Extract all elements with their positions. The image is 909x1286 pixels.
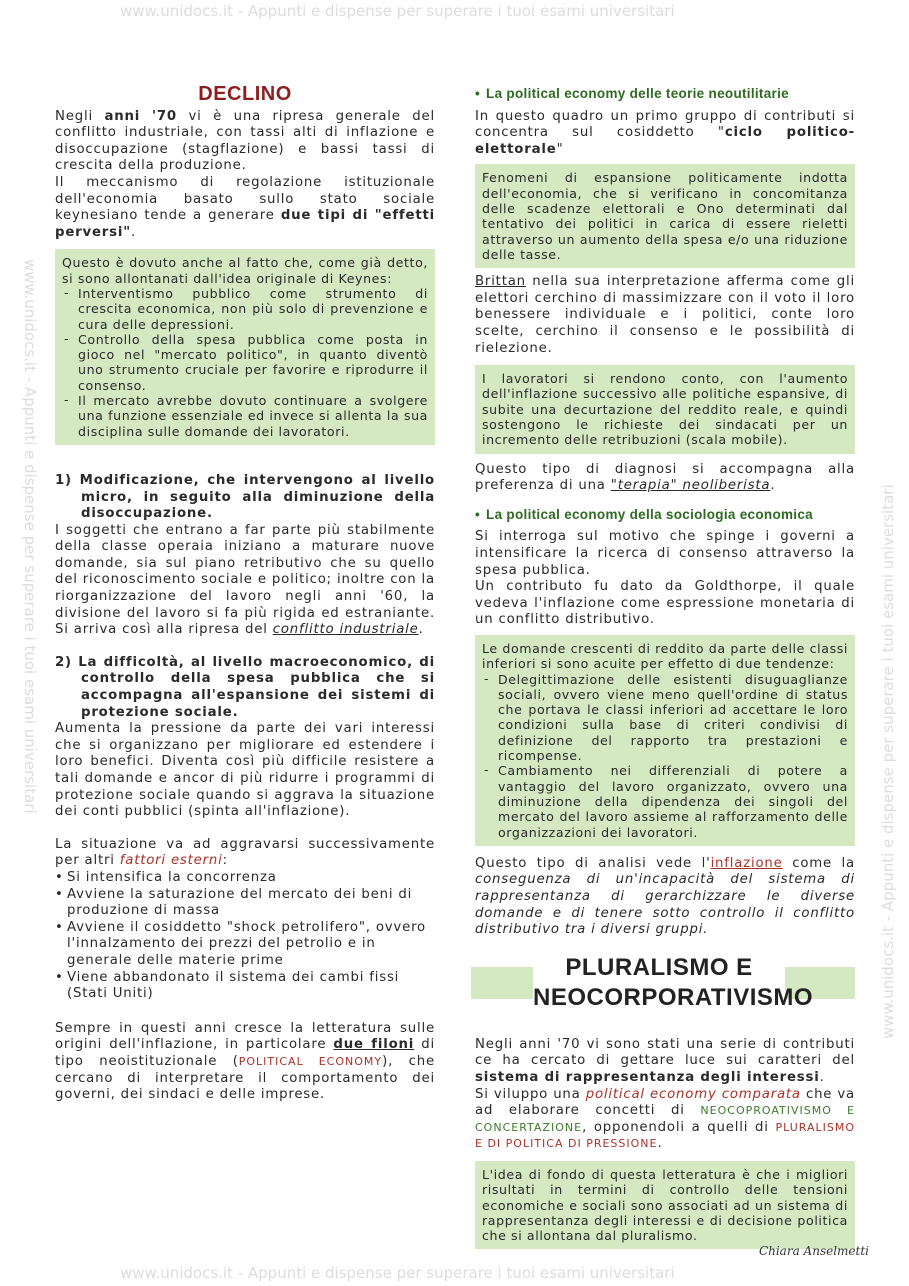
- keynes-note-intro: Questo è dovuto anche al fatto che, come già detto, si sono allontanati dall'idea originale di Keynes:: [62, 255, 428, 286]
- list-item: • Si intensifica la concorrenza: [67, 870, 435, 887]
- tendenze-box: Le domande crescenti di reddito da parte delle classi inferiori si sono acuite per effetto di due tendenze: - Delegittimazione delle esistenti disuguaglianze sociali, ovvero viene meno quell'ordine di status che portava le classi inferiori ad accettare le loro condizioni sulla base di criteri condivisi di definizione del rapporto tra prestazioni e ricompense. - Cambiamento nei differenziali di potere a vantaggio del lavoro organizzato, ovvero una diminuzione della dipendenza dei singoli del mercato del lavoro assieme al rafforzamento delle organizzazioni dei lavoratori.: [475, 635, 855, 846]
- section-title-declino: DECLINO: [198, 83, 292, 105]
- list-item: - Interventismo pubblico come strumento di crescita economica, non più solo di prevenzione e cura delle depressioni.: [78, 286, 428, 332]
- ciclo-definition-box: Fenomeni di espansione politicamente indotta dell'economia, che si verificano in concomitanza delle scadenze elettorali e Ono determinati dal tentativo dei politici in carica di essere rieletti attraverso un aumento della spesa e/o una riduzione delle tasse.: [475, 164, 855, 268]
- author-signature: Chiara Anselmetti: [758, 1244, 869, 1258]
- list-item: • Avviene il cosiddetto "shock petrolifero", ovvero l'innalzamento dei prezzi del petrolio e in generale delle materie prime: [67, 920, 435, 970]
- list-item: - Controllo della spesa pubblica come posta in gioco nel "mercato politico", in quanto diventò uno strumento cruciale per favorire e riprodurre il consenso.: [78, 332, 428, 393]
- closing-paragraph: Sempre in questi anni cresce la letteratura sulle origini dell'inflazione, in particolare due filoni di tipo neoistituzionale (POLITICAL ECONOMY), che cercano di interpretare il comportamento dei governi, dei sindaci e delle imprese.: [55, 1020, 436, 1103]
- list-item: - Delegittimazione delle esistenti disuguaglianze sociali, ovvero viene meno quell'ordine di status che portava le classi inferiori ad accettare le loro condizioni sulla base di criteri condivisi di definizione del rapporto tra prestazioni e ricompense.: [498, 672, 848, 764]
- idea-di-fondo-box: L'idea di fondo di questa letteratura è che i migliori risultati in termini di controllo delle tensioni economiche e sociali sono associati ad un sistema di rappresentanza degli interessi e di decisione politica che si allontana dal pluralismo.: [475, 1161, 855, 1249]
- left-column: [55, 83, 436, 1104]
- keynes-note-list: [62, 286, 428, 439]
- list-item: • Viene abbandonato il sistema dei cambi fissi (Stati Uniti): [67, 970, 435, 1003]
- pluralismo-p2: Si viluppo una political economy comparata che va ad elaborare concetti di NEOCOPROATIVISMO E CONCERTAZIONE, opponendoli a quelli di PLURALISMO E DI POLITICA DI PRESSIONE.: [475, 1086, 856, 1152]
- point-2-text: Aumenta la pressione da parte dei vari interessi che si organizzano per migliorare ed estendere i loro benefici. Diventa così più difficile resistere a tali domande e ancor di più ridurre i programmi di protezione sociale quando si aggrava la situazione dei conti pubblici (spinta all'inflazione).: [55, 721, 435, 820]
- pluralismo-p1: Negli anni '70 vi sono stati una serie di contributi ce ha cercato di gettare luce sui caratteri del sistema di rappresentanza degli interessi.: [475, 1036, 855, 1085]
- right-column: [475, 86, 855, 1249]
- external-factors-intro: La situazione va ad aggravarsi successivamente per altri fattori esterni:: [55, 836, 435, 869]
- intro-paragraph: Negli anni '70 vi è una ripresa generale del conflitto industriale, con tassi alti di inflazione e disoccupazione (stagflazione) e bassi tassi di crescita della produzione. Il meccanismo di regolazione istituzionale dell'economia basato sullo stato sociale keynesiano tende a generare due tipi di "effetti perversi".: [55, 108, 435, 240]
- analisi-paragraph: Questo tipo di analisi vede l'inflazione come la conseguenza di un'incapacità del sistema di rappresentanza di gerarchizzare le diverse domande e di tenere sotto controllo il conflitto distributivo tra i diversi gruppi.: [475, 855, 855, 938]
- list-item: - Il mercato avrebbe dovuto continuare a svolgere una funzione essenziale ed invece si allenta la sua disciplina sulle domande dei lavoratori.: [78, 393, 428, 439]
- diagnosi-paragraph: Questo tipo di diagnosi si accompagna alla preferenza di una "terapia" neoliberista.: [475, 461, 855, 494]
- lavoratori-box: I lavoratori si rendono conto, con l'aumento dell'inflazione successivo alle politiche espansive, di subite una decurtazione del reddito reale, e quindi sostengono le richieste dei sindacati per un incremento delle retribuzioni (scala mobile).: [475, 365, 855, 453]
- point-2-heading: 2) La difficoltà, al livello macroeconomico, di controllo della spesa pubblica che si accompagna all'espansione dei sistemi di protezione sociale.: [55, 654, 435, 720]
- watermark-top: www.unidocs.it - Appunti e dispense per superare i tuoi esami universitari: [120, 2, 675, 20]
- heading-sociologia-economica: • La political economy della sociologia economica: [475, 506, 813, 522]
- tendenze-list: [482, 672, 848, 840]
- heading-neoutilitarie: • La political economy delle teorie neoutilitarie: [475, 86, 789, 101]
- brittan-paragraph: Brittan nella sua interpretazione afferma come gli elettori cerchino di massimizzare con il voto il loro benessere individuale e i politici, conte loro scelte, cerchino il consenso e le possibilità di rielezione.: [475, 274, 855, 356]
- point-1-text: I soggetti che entrano a far parte più stabilmente della classe operaia iniziano a maturare nuove domande, sia sul piano retributivo che su quello del riconoscimento sociale e politico; inoltre con la riorganizzazione del lavoro negli anni '60, la divisione del lavoro si fa più rigida ed estraniante. Si arriva così alla ripresa del conflitto industriale.: [55, 522, 435, 638]
- watermark-right: www.unidocs.it - Appunti e dispense per superare i tuoi esami universitari: [879, 484, 897, 1039]
- point-1-heading: 1) Modificazione, che intervengono al livello micro, in seguito alla diminuzione della disoccupazione.: [55, 472, 435, 522]
- ciclo-paragraph: In questo quadro un primo gruppo di contributi si concentra sul cosiddetto "ciclo politico-elettorale": [475, 108, 855, 157]
- external-factors-list: [55, 870, 435, 1003]
- list-item: • Avviene la saturazione del mercato dei beni di produzione di massa: [67, 887, 435, 920]
- watermark-bottom: www.unidocs.it - Appunti e dispense per superare i tuoi esami universitari: [120, 1264, 675, 1282]
- section-title-pluralismo: PLURALISMO E NEOCORPORATIVISMO: [533, 953, 814, 1011]
- watermark-left: www.unidocs.it - Appunti e dispense per superare i tuoi esami universitari: [21, 259, 39, 814]
- sociologia-p1: Si interroga sul motivo che spinge i governi a intensificare la ricerca di consenso attraverso la spesa pubblica.: [475, 529, 855, 578]
- keynes-note-box: [55, 249, 435, 445]
- sociologia-p2: Un contributo fu dato da Goldthorpe, il quale vedeva l'inflazione come espressione monetaria di un conflitto distributivo.: [475, 579, 855, 628]
- list-item: - Cambiamento nei differenziali di potere a vantaggio del lavoro organizzato, ovvero una diminuzione della dipendenza dei singoli del mercato del lavoro assieme al rafforzamento delle organizzazioni dei lavoratori.: [498, 763, 848, 839]
- pluralismo-title-block: [471, 953, 855, 1029]
